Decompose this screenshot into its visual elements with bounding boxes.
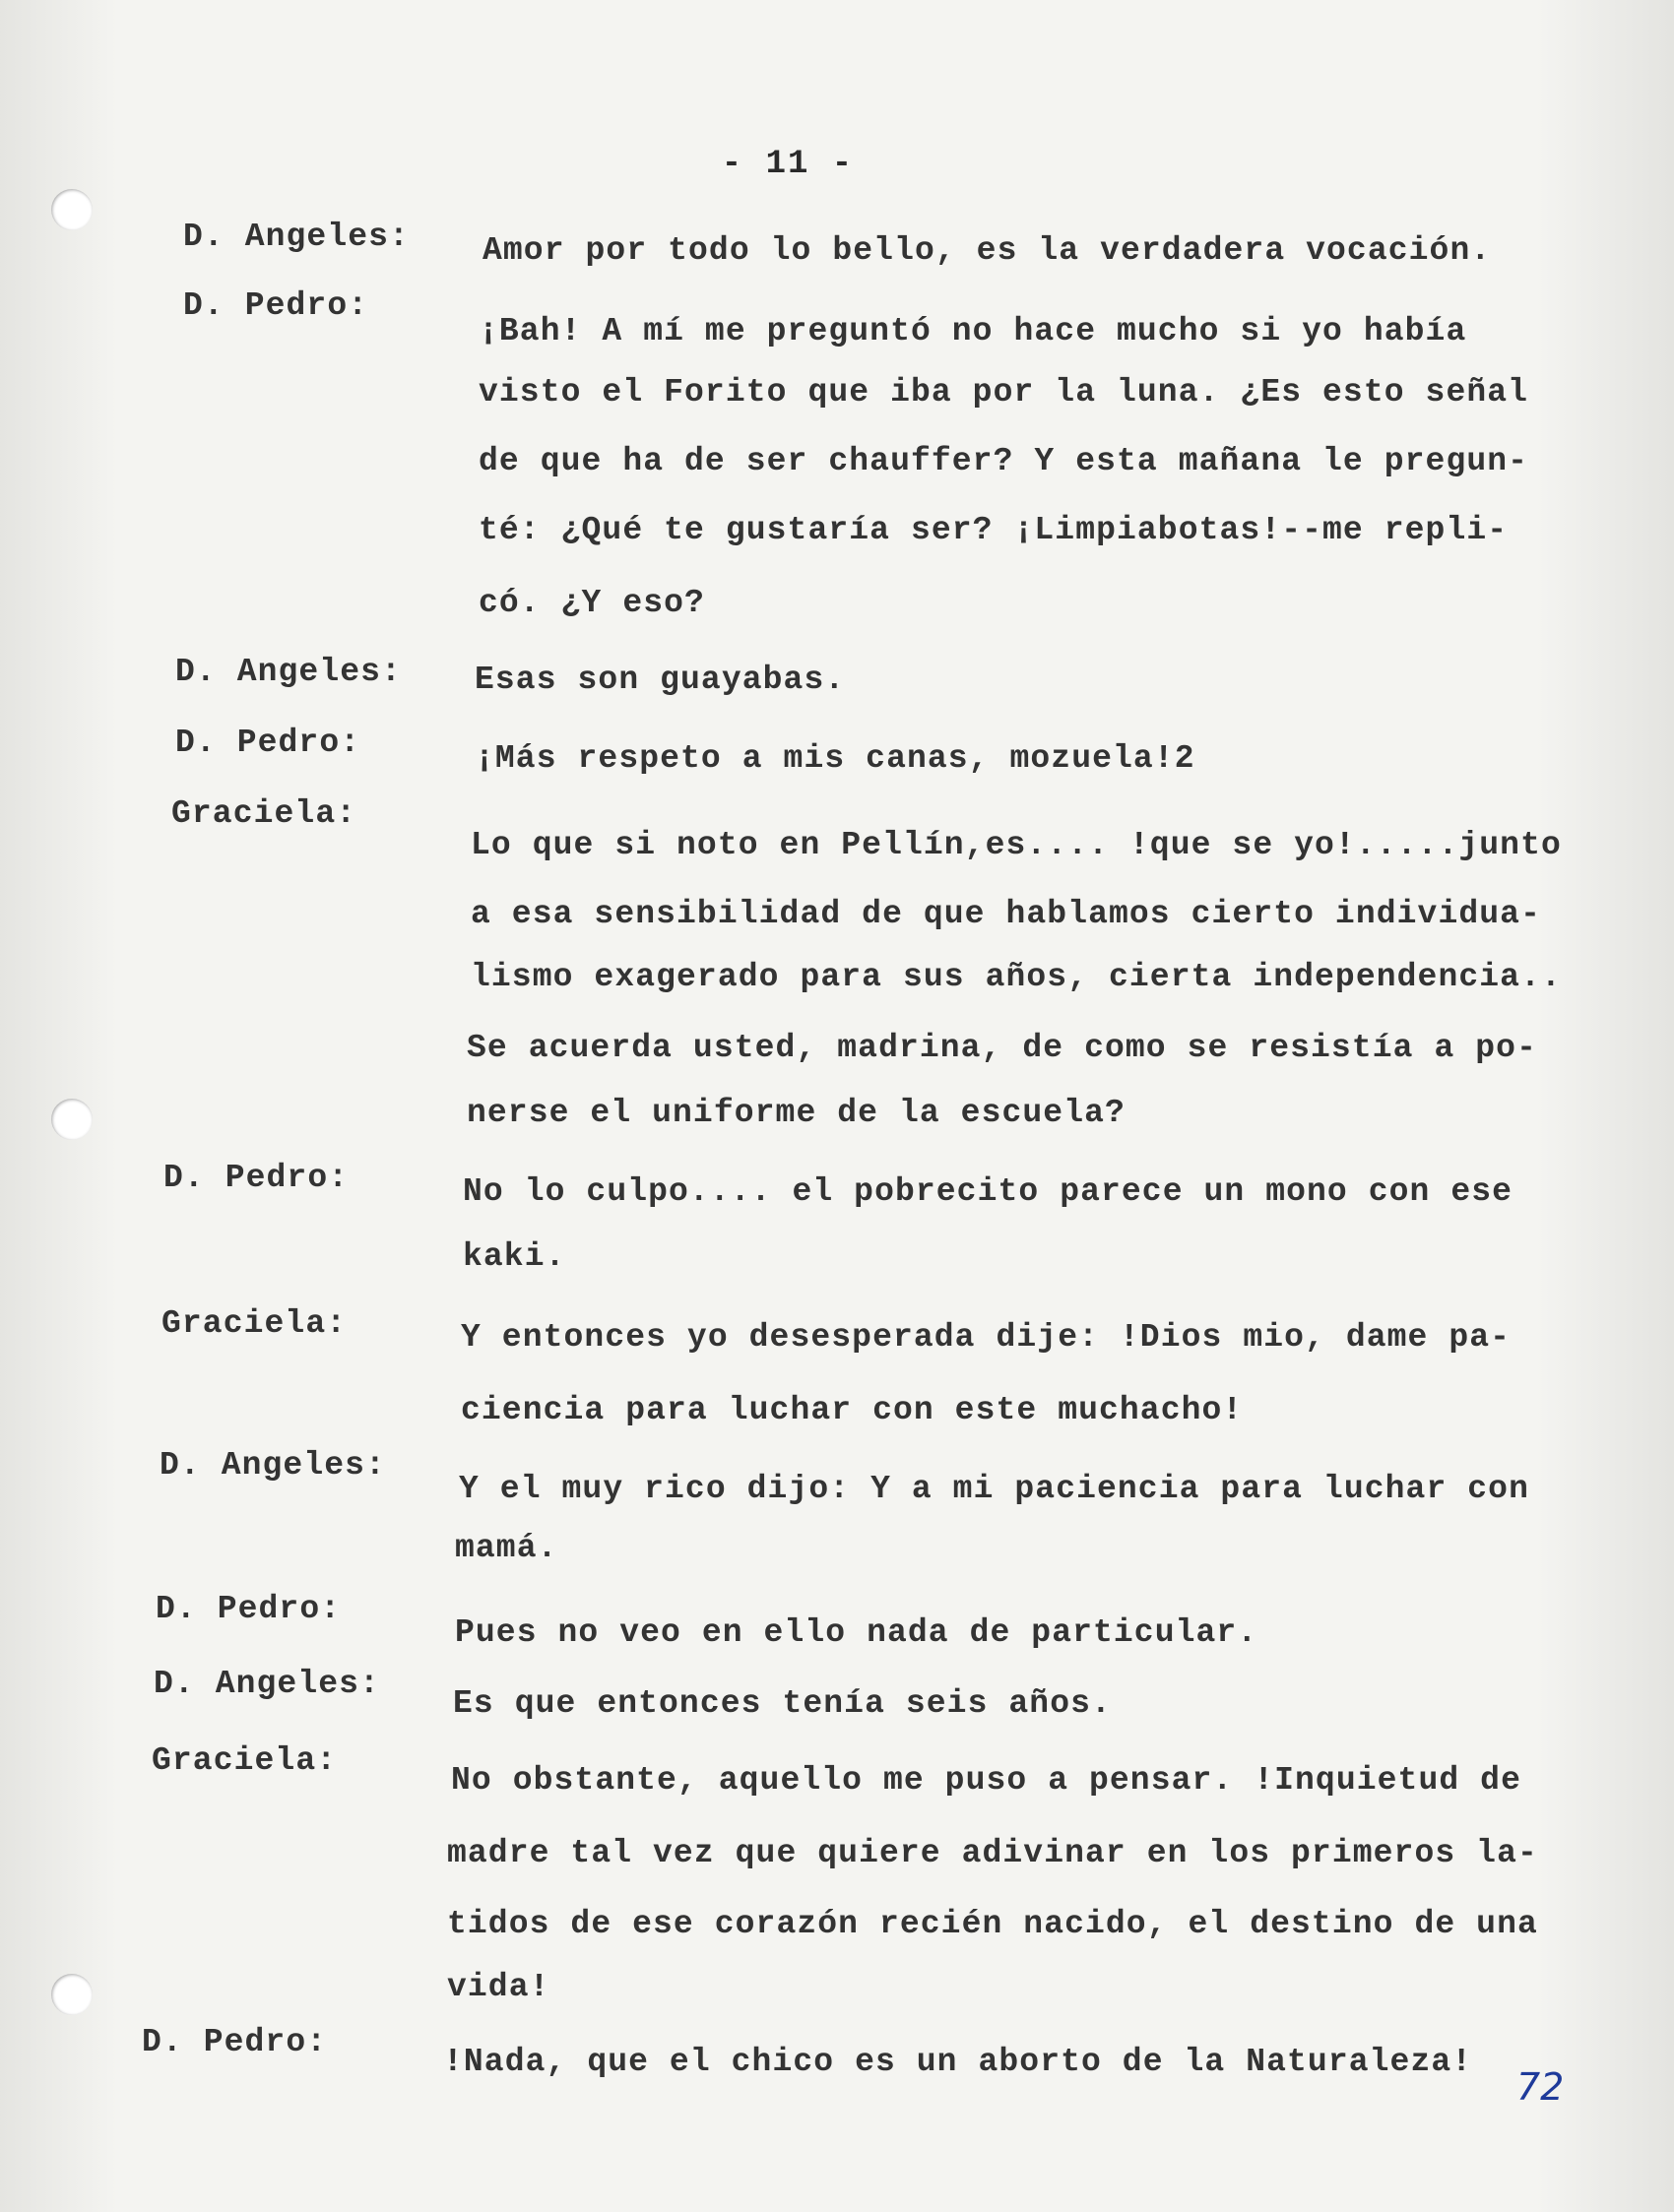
punch-hole: [51, 1974, 93, 2015]
speaker-name: D. Angeles:: [160, 1447, 386, 1484]
dialogue-line: Es que entonces tenía seis años.: [453, 1685, 1112, 1722]
speaker-name: D. Pedro:: [163, 1160, 350, 1196]
dialogue-line: tidos de ese corazón recién nacido, el destino de una: [447, 1906, 1538, 1942]
speaker-name: D. Pedro:: [175, 725, 361, 761]
dialogue-line: !Nada, que el chico es un aborto de la Naturaleza!: [443, 2044, 1473, 2080]
speaker-name: D. Pedro:: [183, 287, 369, 324]
speaker-name: D. Pedro:: [142, 2024, 328, 2060]
speaker-name: Graciela:: [171, 795, 357, 832]
speaker-name: Graciela:: [161, 1305, 348, 1342]
dialogue-line: té: ¿Qué te gustaría ser? ¡Limpiabotas!--me repli-: [479, 512, 1509, 548]
dialogue-line: có. ¿Y eso?: [479, 585, 705, 621]
speaker-name: D. Angeles:: [154, 1666, 380, 1702]
dialogue-line: ¡Bah! A mí me preguntó no hace mucho si yo había: [479, 313, 1467, 349]
dialogue-line: kaki.: [463, 1238, 566, 1275]
dialogue-line: Se acuerda usted, madrina, de como se resistía a po-: [467, 1030, 1537, 1066]
dialogue-line: Y el muy rico dijo: Y a mi paciencia para luchar con: [459, 1471, 1529, 1507]
dialogue-line: vida!: [447, 1969, 550, 2005]
dialogue-line: No obstante, aquello me puso a pensar. !Inquietud de: [451, 1762, 1521, 1799]
dialogue-line: Pues no veo en ello nada de particular.: [455, 1614, 1258, 1651]
speaker-name: Graciela:: [152, 1742, 338, 1779]
dialogue-line: Lo que si noto en Pellín,es.... !que se yo!.....junto: [471, 827, 1562, 863]
dialogue-line: nerse el uniforme de la escuela?: [467, 1095, 1126, 1131]
dialogue-line: madre tal vez que quiere adivinar en los primeros la-: [447, 1835, 1538, 1871]
dialogue-line: ciencia para luchar con este muchacho!: [461, 1392, 1244, 1428]
dialogue-line: mamá.: [455, 1530, 558, 1566]
speaker-name: D. Angeles:: [175, 654, 402, 690]
dialogue-line: a esa sensibilidad de que hablamos cierto individua-: [471, 896, 1541, 932]
dialogue-line: Amor por todo lo bello, es la verdadera vocación.: [483, 232, 1492, 269]
handwritten-page-number: 72: [1516, 2065, 1565, 2109]
dialogue-line: ¡Más respeto a mis canas, mozuela!2: [475, 740, 1195, 777]
dialogue-line: visto el Forito que iba por la luna. ¿Es esto señal: [479, 374, 1529, 411]
speaker-name: D. Pedro:: [156, 1591, 342, 1627]
dialogue-line: lismo exagerado para sus años, cierta independencia..: [471, 959, 1562, 995]
dialogue-line: No lo culpo.... el pobrecito parece un mono con ese: [463, 1173, 1513, 1210]
dialogue-line: Y entonces yo desesperada dije: !Dios mio, dame pa-: [461, 1319, 1512, 1356]
punch-hole: [51, 189, 93, 230]
speaker-name: D. Angeles:: [183, 219, 410, 255]
dialogue-line: Esas son guayabas.: [475, 662, 846, 698]
dialogue-line: de que ha de ser chauffer? Y esta mañana le pregun-: [479, 443, 1529, 479]
page-number: - 11 -: [721, 146, 855, 183]
punch-hole: [51, 1099, 93, 1140]
